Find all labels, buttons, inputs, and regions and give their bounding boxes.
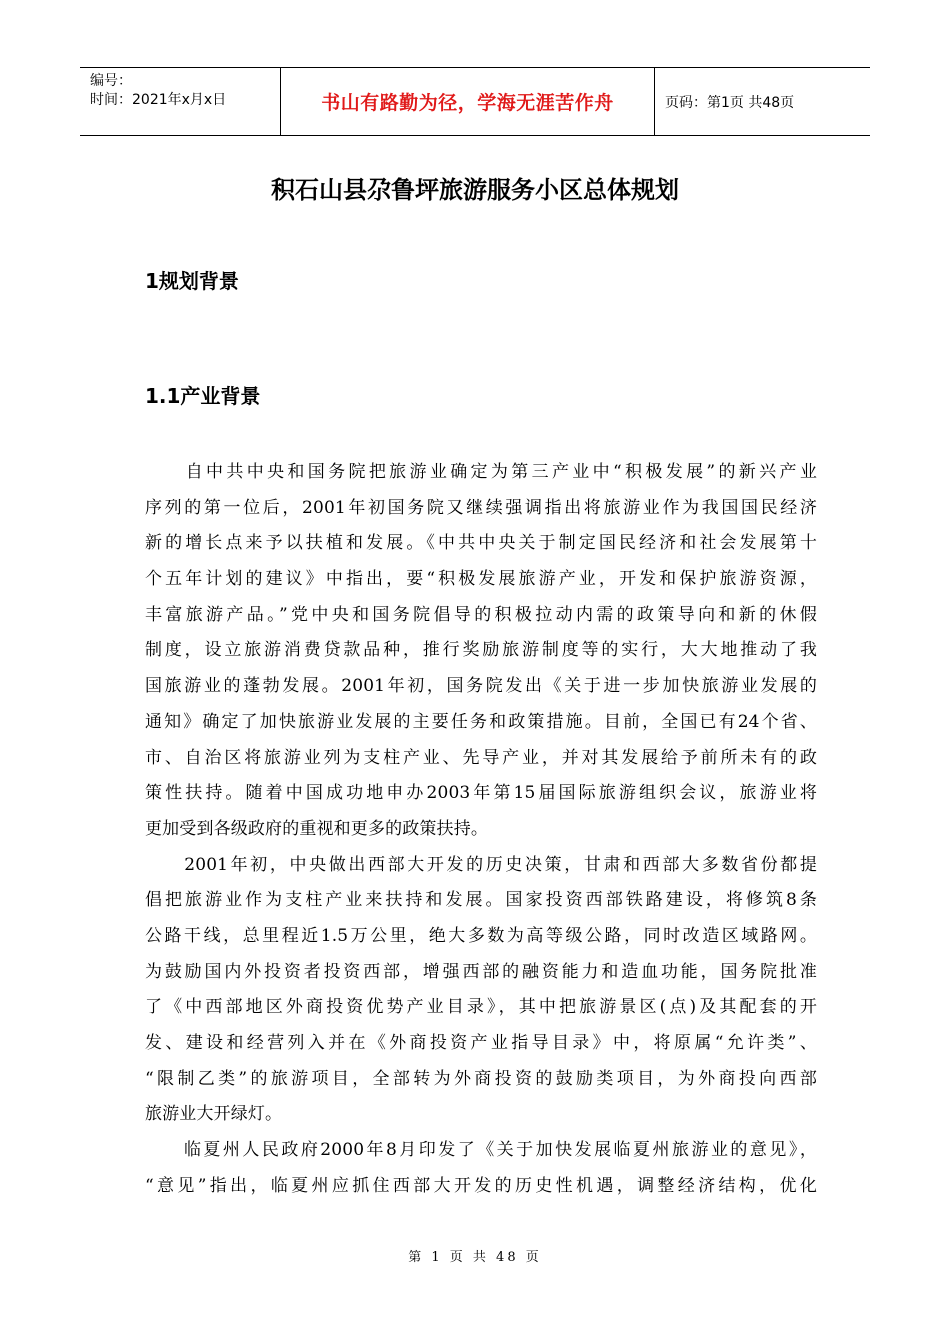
body-line: 通知》确定了加快旅游业发展的主要任务和政策措施。目前，全国已有24个省、 [145,711,817,732]
header-meta-cell [80,68,281,135]
header-motto: 书山有路勤为径，学海无涯苦作舟 [281,68,655,135]
body-line: 自中共中央和国务院把旅游业确定为第三产业中“积极发展”的新兴产业 [145,462,817,482]
page-footer: 第 1 页 共 48 页 [408,1250,542,1265]
document-title: 积石山县尕鲁坪旅游服务小区总体规划 [271,176,679,204]
body-line: 旅游业大开绿灯。 [145,1104,283,1125]
section-heading-1: 1规划背景 [145,269,239,293]
body-line: 2001年初，中央做出西部大开发的历史决策，甘肃和西部大多数省份都提 [145,854,817,875]
body-text [145,455,817,1204]
body-line: 公路干线，总里程近1.5万公里，绝大多数为高等级公路，同时改造区域路网。 [145,925,817,946]
body-line: 临夏州人民政府2000年8月印发了《关于加快发展临夏州旅游业的意见》， [145,1140,817,1161]
body-line: 个五年计划的建议》中指出，要“积极发展旅游产业，开发和保护旅游资源， [145,569,817,590]
body-line: “意见”指出，临夏州应抓住西部大开发的历史性机遇，调整经济结构，优化 [145,1175,817,1196]
document-date-label: 时间：2021年x月x日 [90,92,227,108]
body-line: 发、建设和经营列入并在《外商投资产业指导目录》中，将原属“允许类”、 [145,1033,817,1053]
body-line: 制度，设立旅游消费贷款品种，推行奖励旅游制度等的实行，大大地推动了我 [145,640,817,661]
body-line: 序列的第一位后，2001年初国务院又继续强调指出将旅游业作为我国国民经济 [145,497,817,518]
body-line: “限制乙类”的旅游项目，全部转为外商投资的鼓励类项目，为外商投向西部 [145,1068,817,1089]
header-table [80,67,870,136]
body-line: 新的增长点来予以扶植和发展。《中共中央关于制定国民经济和社会发展第十 [145,533,817,554]
body-line: 了《中西部地区外商投资优势产业目录》，其中把旅游景区(点)及其配套的开 [145,997,817,1018]
body-line: 为鼓励国内外投资者投资西部，增强西部的融资能力和造血功能，国务院批准 [145,961,817,982]
body-line: 倡把旅游业作为支柱产业来扶持和发展。国家投资西部铁路建设，将修筑8条 [145,890,817,911]
body-line: 更加受到各级政府的重视和更多的政策扶持。 [145,818,488,839]
body-line: 市、自治区将旅游业列为支柱产业、先导产业，并对其发展给予前所未有的政 [145,747,817,768]
body-line: 丰富旅游产品。”党中央和国务院倡导的积极拉动内需的政策导向和新的休假 [145,604,817,625]
body-line: 国旅游业的蓬勃发展。2001年初，国务院发出《关于进一步加快旅游业发展的 [145,676,817,697]
header-page-info: 页码：第1页 共48页 [665,94,795,111]
body-line: 策性扶持。随着中国成功地申办2003年第15届国际旅游组织会议，旅游业将 [145,783,817,804]
document-number-label: 编号： [90,73,132,89]
section-heading-1-1: 1.1产业背景 [145,384,261,408]
